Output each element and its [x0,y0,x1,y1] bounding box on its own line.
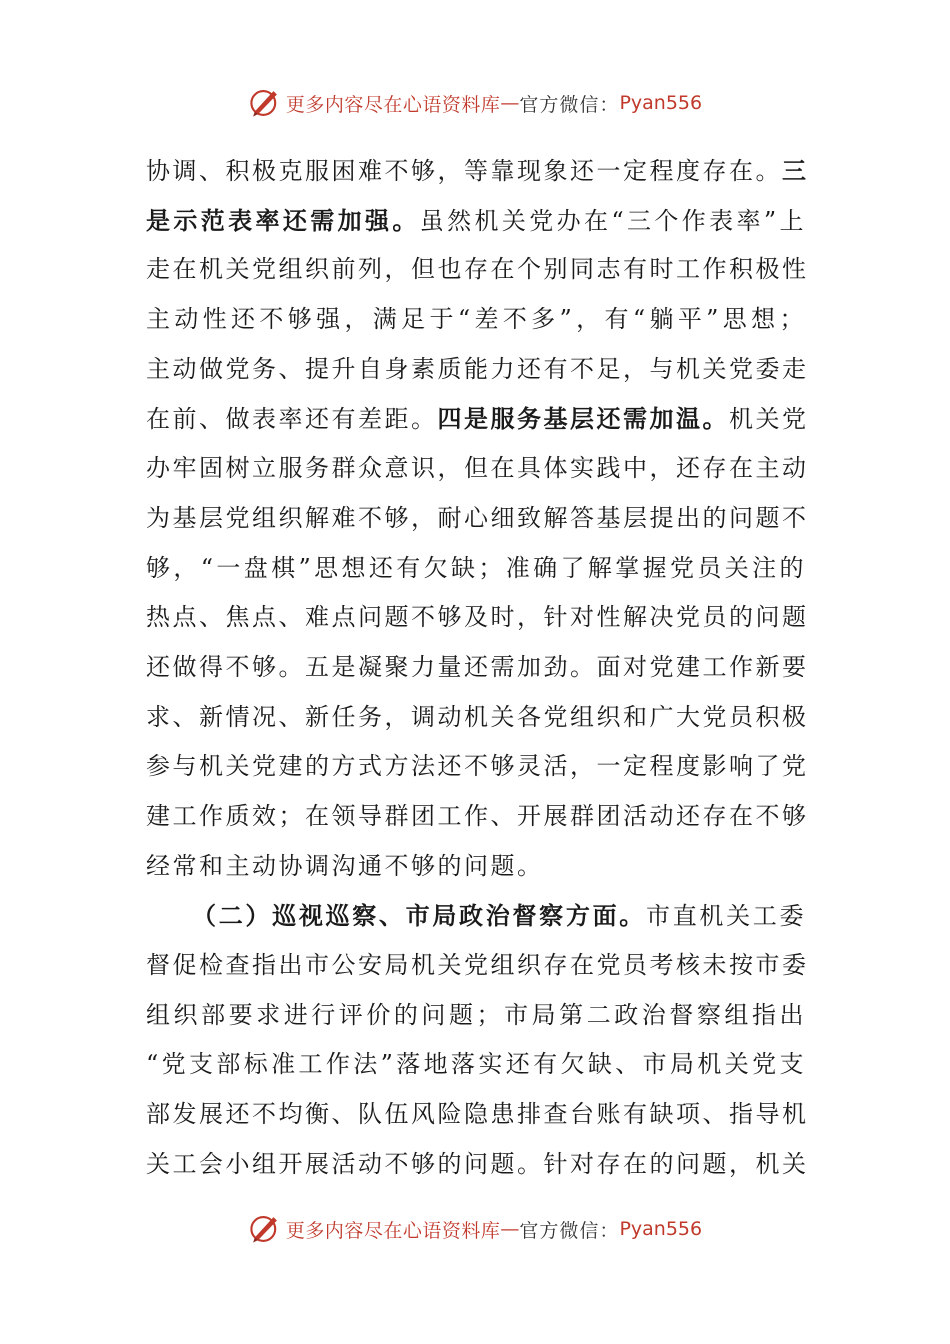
text-segment: 办牢固树立服务群众意识，但在具体实践中，还存在主动 [146,454,809,483]
text-line [146,1140,809,1190]
pen-logo-icon [248,1212,282,1246]
text-line [146,245,809,295]
text-segment: 经常和主动协调沟通不够的问题。 [146,851,544,880]
text-segment: 关工会小组开展活动不够的问题。针对存在的问题，机关 [146,1149,809,1178]
text-segment: 参与机关党建的方式方法还不够灵活，一定程度影响了党 [146,752,809,781]
document-body [146,146,809,1189]
text-line [146,792,809,842]
text-line [146,196,806,246]
text-segment: 还做得不够。五是凝聚力量还需加劲。面对党建工作新要 [146,652,809,681]
pen-logo-icon [248,86,282,120]
bold-text-segment: 四是服务基层还需加温。 [437,404,729,434]
text-line [146,891,806,941]
watermark-site-text: 更多内容尽在心语资料库 [285,1219,501,1242]
text-line [146,643,809,693]
text-line [146,593,809,643]
text-segment: “党支部标准工作法”落地落实还有欠缺、市局机关党支 [146,1050,806,1079]
text-segment: 主动性还不够强，满足于“差不多”，有“躺平”思想； [146,305,806,334]
text-line [146,941,809,991]
text-segment: 虽然机关党办在“三个作表率”上 [419,206,806,235]
text-segment: 市直机关工委 [645,902,807,931]
watermark-wechat-label: 官方微信： [519,1219,620,1242]
text-line [146,991,806,1041]
text-segment: 为基层党组织解难不够，耐心细致解答基层提出的问题不 [146,503,809,532]
bold-text-segment: 三 [782,156,809,185]
text-segment: 够，“一盘棋”思想还有欠缺；准确了解掌握党员关注的 [146,553,806,582]
text-line [146,494,809,544]
text-segment: 建工作质效；在领导群团工作、开展群团活动还存在不够 [146,801,809,830]
text-segment: 走在机关党组织前列，但也存在个别同志有时工作积极性 [146,255,809,284]
text-segment: 协调、积极克服困难不够，等靠现象还一定程度存在。 [146,157,782,185]
text-segment: 督促检查指出市公安局机关党组织存在党员考核未按市委 [146,951,809,979]
watermark-wechat-label: 官方微信： [519,93,620,116]
watermark-wechat-id: Pyan556 [619,92,703,114]
text-line [146,693,809,743]
watermark-dash: — [500,92,520,114]
text-line [146,295,806,345]
text-line [146,345,809,395]
text-segment: 机关党 [729,405,809,434]
text-segment: 求、新情况、新任务，调动机关各党组织和广大党员积极 [146,702,809,731]
text-line [146,1040,806,1090]
text-line [146,394,809,444]
bold-text-segment: （二）巡视巡察、市局政治督察方面。 [192,901,646,931]
text-line [146,842,806,892]
text-line [146,742,809,792]
text-line [146,1090,809,1140]
text-line [146,146,809,196]
watermark-banner-bottom [0,1204,950,1254]
text-line [146,544,806,594]
text-segment: 热点、焦点、难点问题不够及时，针对性解决党员的问题 [146,603,809,632]
text-segment: 部发展还不均衡、队伍风险隐患排查台账有缺项、指导机 [146,1100,809,1129]
text-segment: 组织部要求进行评价的问题；市局第二政治督察组指出 [146,1000,806,1029]
text-segment: 在前、做表率还有差距。 [146,405,438,434]
text-segment: 主动做党务、提升自身素质能力还有不足，与机关党委走 [146,354,809,383]
watermark-dash: — [500,1218,520,1240]
text-line [146,444,809,494]
watermark-banner-top [0,78,950,128]
watermark-wechat-id: Pyan556 [619,1218,703,1240]
bold-text-segment: 是示范表率还需加强。 [146,205,420,235]
watermark-site-text: 更多内容尽在心语资料库 [285,93,501,116]
